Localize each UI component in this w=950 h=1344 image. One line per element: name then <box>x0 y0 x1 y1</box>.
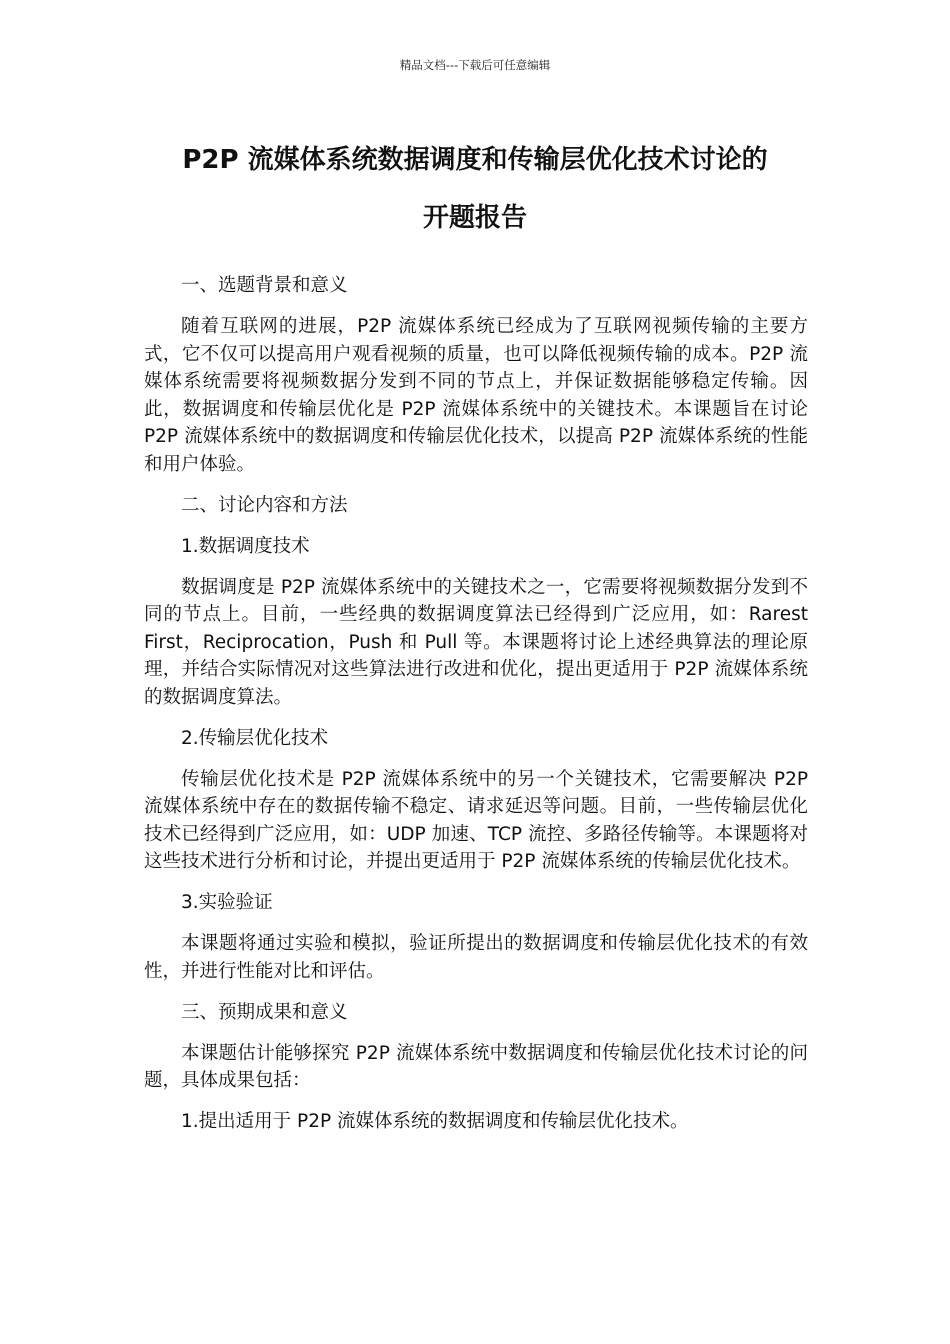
section-heading-expected-results: 三、预期成果和意义 <box>181 1001 348 1023</box>
header-note: 精品文档---下载后可任意编辑 <box>399 58 551 72</box>
paragraph-transport-optimization: 传输层优化技术是 P2P 流媒体系统中的另一个关键技术，它需要解决 P2P 流媒体系统中存在的数据传输不稳定、请求延迟等问题。目前，一些传输层优化技术已经得到广泛应用，如：UDP 加速、TCP 流控、多路径传输等。本课题将对这些技术进行分析和讨论，并提出更适用于 P2P 流媒体系统的传输层优化技术。 <box>144 768 808 872</box>
subheading-transport-optimization: 2.传输层优化技术 <box>181 727 329 749</box>
subheading-data-scheduling: 1.数据调度技术 <box>181 535 310 557</box>
paragraph-experiment: 本课题将通过实验和模拟，验证所提出的数据调度和传输层优化技术的有效性，并进行性能对比和评估。 <box>144 933 808 982</box>
paragraph-background: 随着互联网的进展，P2P 流媒体系统已经成为了互联网视频传输的主要方式，它不仅可以提高用户观看视频的质量，也可以降低视频传输的成本。P2P 流媒体系统需要将视频数据分发到不同的节点上，并保证数据能够稳定传输。因此，数据调度和传输层优化是 P2P 流媒体系统中的关键技术。本课题旨在讨论 P2P 流媒体系统中的数据调度和传输层优化技术，以提高 P2P 流媒体系统的性能和用户体验。 <box>144 316 808 475</box>
section-heading-content-methods: 二、讨论内容和方法 <box>181 494 348 516</box>
document-title-line-2: 开题报告 <box>422 203 527 233</box>
paragraph-expected-results: 本课题估计能够探究 P2P 流媒体系统中数据调度和传输层优化技术讨论的问题，具体成果包括： <box>144 1042 808 1091</box>
subheading-experiment: 3.实验验证 <box>181 892 273 913</box>
list-item-result-1: 1.提出适用于 P2P 流媒体系统的数据调度和传输层优化技术。 <box>181 1111 689 1132</box>
document-body <box>144 272 808 1149</box>
section-heading-background: 一、选题背景和意义 <box>181 275 348 296</box>
paragraph-data-scheduling: 数据调度是 P2P 流媒体系统中的关键技术之一，它需要将视频数据分发到不同的节点上。目前，一些经典的数据调度算法已经得到广泛应用，如：Rarest First，Reciprocation，Push 和 Pull 等。本课题将讨论上述经典算法的理论原理，并结合实际情况对这些算法进行改进和优化，提出更适用于 P2P 流媒体系统的数据调度算法。 <box>144 576 808 708</box>
document-title-line-1: P2P 流媒体系统数据调度和传输层优化技术讨论的 <box>182 145 768 175</box>
